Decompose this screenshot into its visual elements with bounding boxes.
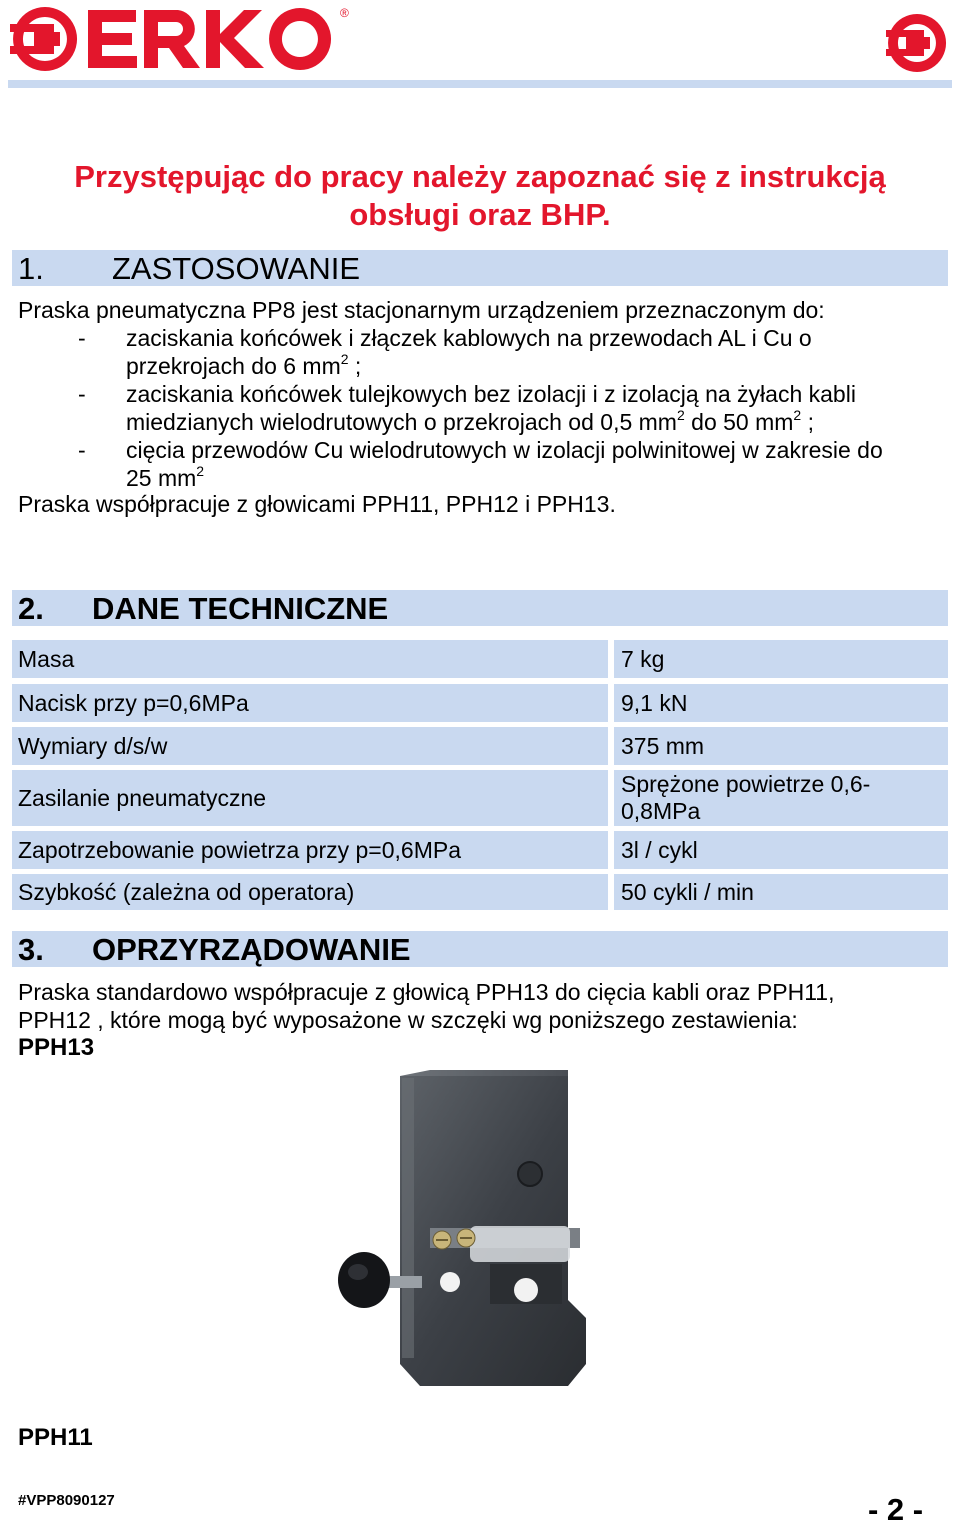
table-cell-label: Masa bbox=[12, 640, 608, 678]
section1-intro: Praska pneumatyczna PP8 jest stacjonarnym urządzeniem przeznaczonym do: bbox=[18, 297, 825, 323]
pph13-head-photo bbox=[330, 1068, 590, 1388]
section3-line1: Praska standardowo współpracuje z głowicą PPH13 do cięcia kabli oraz PPH11, bbox=[18, 979, 835, 1005]
section-heading-zastosowanie: 1. ZASTOSOWANIE bbox=[12, 250, 948, 286]
header-divider bbox=[8, 80, 952, 88]
erko-logo bbox=[10, 4, 360, 74]
table-row bbox=[12, 874, 948, 910]
table-cell-value: Sprężone powietrze 0,6- 0,8MPa bbox=[614, 770, 948, 826]
page-number: - 2 - bbox=[868, 1492, 924, 1526]
table-row bbox=[12, 640, 948, 678]
table-cell-value: 375 mm bbox=[614, 727, 948, 765]
table-cell-value: 7 kg bbox=[614, 640, 948, 678]
table-row bbox=[12, 831, 948, 869]
page-header bbox=[0, 0, 960, 92]
label-pph13: PPH13 bbox=[18, 1034, 95, 1061]
section3-line2: PPH12 , które mogą być wyposażone w szczęki wg poniższego zestawienia: bbox=[18, 1007, 798, 1033]
table-cell-label: Zapotrzebowanie powietrza przy p=0,6MPa bbox=[12, 831, 608, 869]
table-cell-label: Szybkość (zależna od operatora) bbox=[12, 874, 608, 910]
safety-warning: Przystępując do pracy należy zapoznać się z instrukcją obsługi oraz BHP. bbox=[74, 159, 886, 232]
section-heading-oprzyrzadowanie: 3. OPRZYRZĄDOWANIE bbox=[12, 931, 948, 967]
registered-mark: ® bbox=[340, 6, 349, 20]
erko-plug-icon bbox=[886, 12, 948, 74]
section1-outro: Praska współpracuje z głowicami PPH11, PPH12 i PPH13. bbox=[18, 491, 616, 517]
table-row bbox=[12, 684, 948, 722]
table-cell-label: Zasilanie pneumatyczne bbox=[12, 770, 608, 826]
table-cell-label: Wymiary d/s/w bbox=[12, 727, 608, 765]
table-row bbox=[12, 770, 948, 826]
section-heading-dane-techniczne: 2. DANE TECHNICZNE bbox=[12, 590, 948, 626]
table-row bbox=[12, 727, 948, 765]
table-cell-label: Nacisk przy p=0,6MPa bbox=[12, 684, 608, 722]
table-cell-value: 9,1 kN bbox=[614, 684, 948, 722]
table-cell-value: 3l / cykl bbox=[614, 831, 948, 869]
label-pph11: PPH11 bbox=[18, 1424, 93, 1451]
document-code: #VPP8090127 bbox=[18, 1492, 115, 1509]
table-cell-value: 50 cykli / min bbox=[614, 874, 948, 910]
